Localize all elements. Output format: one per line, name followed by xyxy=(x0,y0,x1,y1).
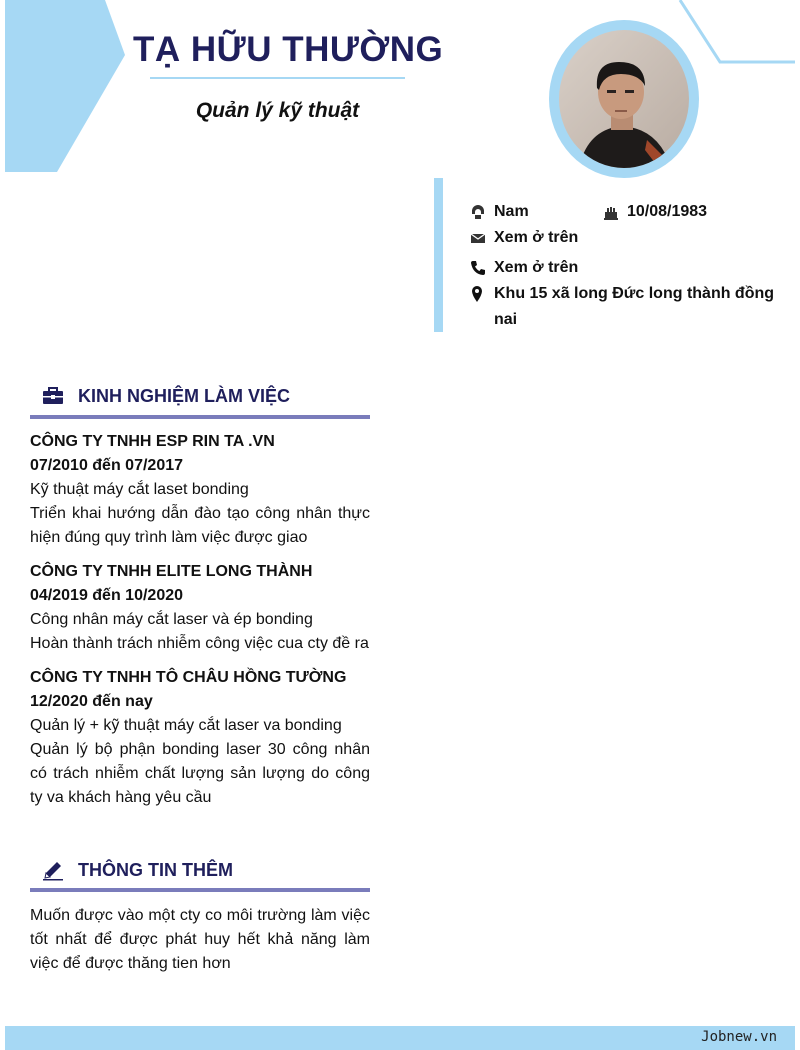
job-company: CÔNG TY TNHH TÔ CHÂU HỒNG TƯỜNG xyxy=(30,669,347,686)
dob-info xyxy=(603,199,707,225)
job-description: Triển khai hướng dẫn đào tạo công nhân thực hiện đúng quy trình làm việc được giao xyxy=(30,505,370,546)
job-period: 04/2019 đến 10/2020 xyxy=(30,587,184,604)
address-text: Khu 15 xã long Đức long thành đồng nai xyxy=(494,285,775,328)
job-description: Kỹ thuật máy cắt laset bonding xyxy=(30,481,249,498)
user-icon xyxy=(470,199,494,225)
avatar xyxy=(559,30,689,168)
name-underline xyxy=(150,77,405,79)
job-company: CÔNG TY TNHH ELITE LONG THÀNH xyxy=(30,563,313,580)
mail-icon xyxy=(470,225,494,251)
briefcase-icon xyxy=(30,387,78,405)
experience-title: KINH NGHIỆM LÀM VIỆC xyxy=(78,385,291,406)
gender-text: Nam xyxy=(494,203,529,220)
job-period: 12/2020 đến nay xyxy=(30,693,153,710)
pencil-icon xyxy=(30,859,78,881)
job-entry xyxy=(30,560,370,656)
corner-decoration xyxy=(5,0,165,172)
job-description: Hoàn thành trách nhiễm công việc cua cty đề ra xyxy=(30,635,369,652)
job-entry xyxy=(30,666,370,810)
job-description: Quản lý + kỹ thuật máy cắt laser va bonding xyxy=(30,717,342,734)
extra-info-text: Muốn được vào một cty co môi trường làm việc tốt nhất để được phát huy hết khả năng làm việc để được thăng tien hơn xyxy=(30,907,370,972)
candidate-name: TẠ HỮU THƯỜNG xyxy=(133,30,444,69)
job-period: 07/2010 đến 07/2017 xyxy=(30,457,184,474)
extra-info-rule xyxy=(30,888,370,892)
job-description: Công nhân máy cắt laser và ép bonding xyxy=(30,611,313,628)
address-info xyxy=(470,281,780,333)
email-text: Xem ở trên xyxy=(494,229,579,246)
extra-info-heading xyxy=(30,855,370,885)
phone-icon xyxy=(470,255,494,281)
location-pin-icon xyxy=(470,281,494,307)
footer-brand: Jobnew.vn xyxy=(701,1029,777,1045)
job-title: Quản lý kỹ thuật xyxy=(195,99,360,122)
gender-info xyxy=(470,199,529,225)
dob-text: 10/08/1983 xyxy=(627,203,708,220)
job-entry xyxy=(30,430,370,550)
job-company: CÔNG TY TNHH ESP RIN TA .VN xyxy=(30,433,275,450)
job-description: Quản lý bộ phận bonding laser 30 công nhân có trách nhiễm chất lượng sản lượng do công ty va khách hàng yêu cầu xyxy=(30,741,370,806)
cake-icon xyxy=(603,199,627,225)
phone-text: Xem ở trên xyxy=(494,259,579,276)
extra-info-title: THÔNG TIN THÊM xyxy=(78,859,233,880)
experience-list xyxy=(30,430,370,820)
email-info xyxy=(470,225,578,251)
phone-info xyxy=(470,255,578,281)
experience-heading xyxy=(30,381,370,411)
info-accent-bar xyxy=(434,178,443,332)
experience-rule xyxy=(30,415,370,419)
footer-bar xyxy=(5,1026,795,1050)
